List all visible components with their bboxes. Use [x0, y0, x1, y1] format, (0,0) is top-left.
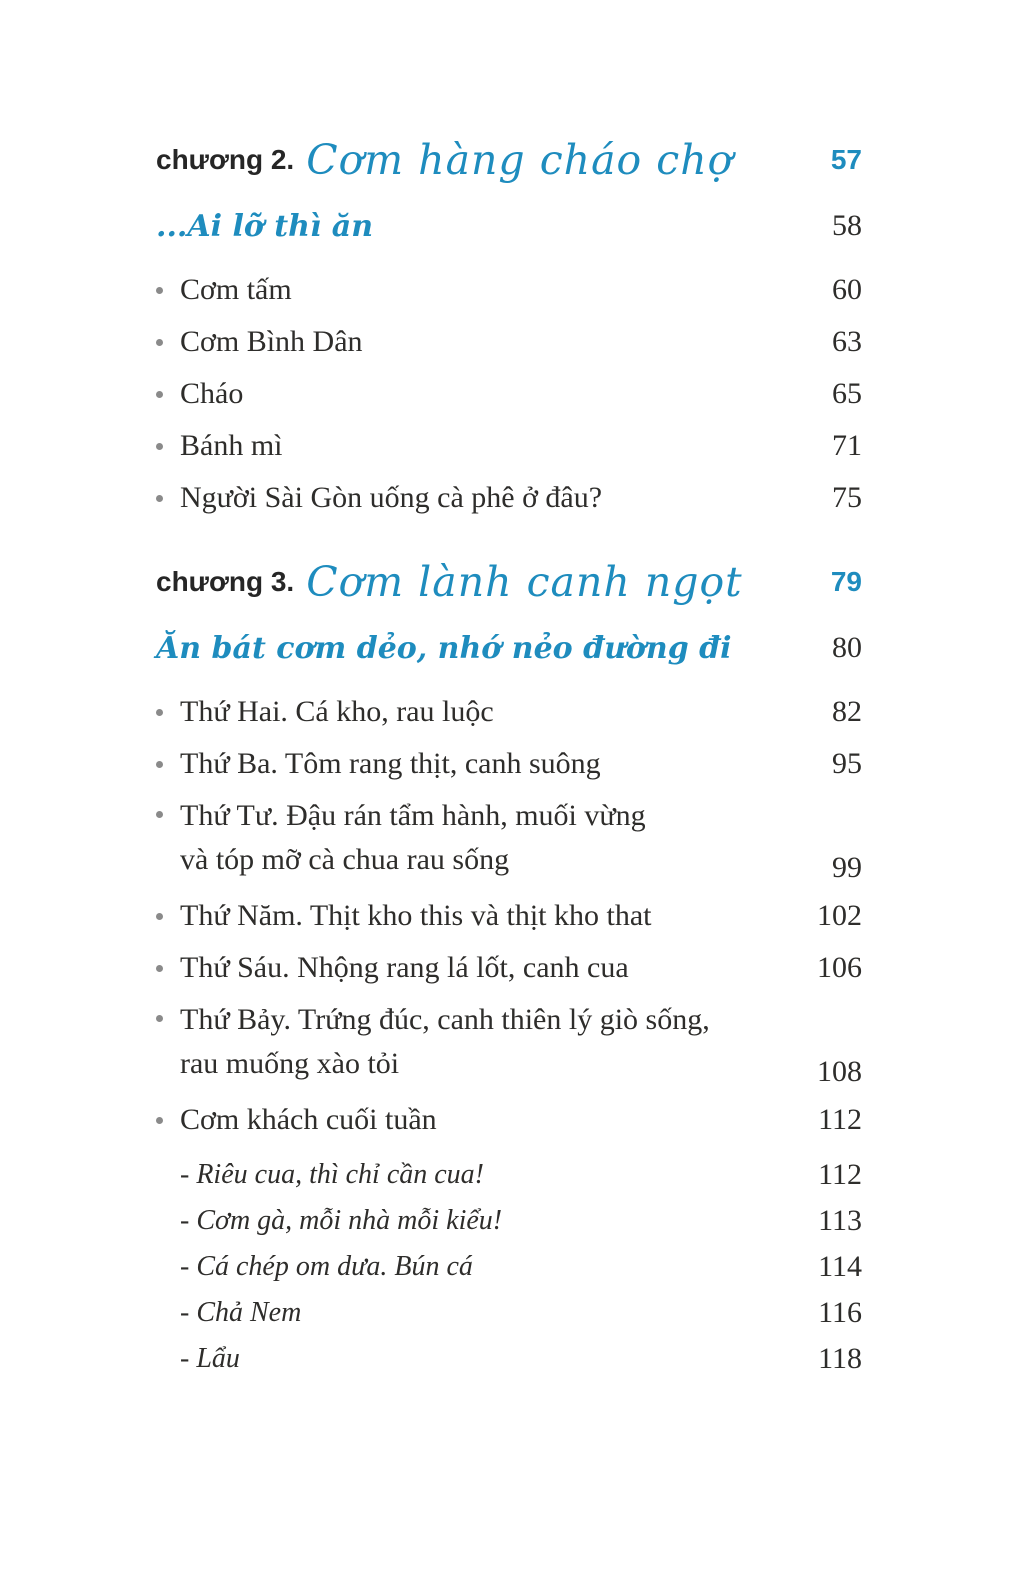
- toc-entry: [156, 942, 862, 994]
- toc-entry-title: Cơm Bình Dân: [180, 325, 363, 358]
- toc-entry-line1: Thứ Bảy. Trứng đúc, canh thiên lý giò sống,: [180, 1003, 710, 1036]
- toc-subentry: [156, 1244, 862, 1290]
- toc-entry-page-number: 75: [832, 481, 862, 514]
- toc-subentry: [156, 1198, 862, 1244]
- toc-entry-title: Thứ Hai. Cá kho, rau luộc: [180, 695, 494, 728]
- toc-subentry-title: - Chả Nem: [180, 1297, 302, 1328]
- toc-subentry: [156, 1152, 862, 1198]
- bullet-icon: [156, 339, 163, 346]
- toc-entry-page-number: 71: [832, 429, 862, 462]
- chapter-3-subtitle-page-number: 80: [832, 631, 862, 664]
- toc-entry: [156, 890, 862, 942]
- toc-entry-title: Thứ Năm. Thịt kho this và thịt kho that: [180, 899, 652, 932]
- toc-entry-page-number: 63: [832, 325, 862, 358]
- bullet-icon: [156, 495, 163, 502]
- chapter-3-title: Cơm lành canh ngọt: [306, 558, 743, 606]
- toc-entry-title: Cơm tấm: [180, 273, 292, 306]
- toc-entry-page-number: 108: [817, 1055, 862, 1088]
- toc-entry: [156, 686, 862, 738]
- toc-entry: [156, 1094, 862, 1146]
- bullet-icon: [156, 287, 163, 294]
- chapter-2-title: Cơm hàng cháo chợ: [306, 136, 734, 184]
- toc-entry-page-number: 82: [832, 695, 862, 728]
- toc-subentry-title: - Riêu cua, thì chỉ cần cua!: [180, 1159, 485, 1190]
- toc-subentry: [156, 1290, 862, 1336]
- bullet-icon: [156, 391, 163, 398]
- toc-entry: [156, 738, 862, 790]
- chapter-3-subtitle-row: [156, 628, 862, 668]
- toc-entry: [156, 368, 862, 420]
- bullet-icon: [156, 965, 163, 972]
- toc-subentry-page-number: 116: [818, 1296, 862, 1329]
- toc-subentry-page-number: 113: [818, 1204, 862, 1237]
- bullet-icon: [156, 709, 163, 716]
- toc-entry: [156, 420, 862, 472]
- toc-subentries: [156, 1152, 862, 1382]
- toc-entry-title: Cháo: [180, 377, 244, 410]
- bullet-icon: [156, 443, 163, 450]
- toc-entry-title: Thứ Sáu. Nhộng rang lá lốt, canh cua: [180, 951, 629, 984]
- toc-entry-line1: Thứ Tư. Đậu rán tẩm hành, muối vừng: [180, 799, 646, 832]
- toc-subentry-page-number: 118: [818, 1342, 862, 1375]
- toc-entry-page-number: 60: [832, 273, 862, 306]
- toc-entry-page-number: 112: [818, 1103, 862, 1136]
- toc-subentry-page-number: 114: [818, 1250, 862, 1283]
- toc-entry-page-number: 95: [832, 747, 862, 780]
- toc-entry: [156, 790, 862, 890]
- toc-entry-title: Thứ Ba. Tôm rang thịt, canh suông: [180, 747, 601, 780]
- toc-entry-page-number: 106: [817, 951, 862, 984]
- section-gap: [156, 524, 862, 550]
- chapter-3-page-number: 79: [830, 566, 862, 597]
- toc-entry-line2: và tóp mỡ cà chua rau sống: [180, 843, 510, 876]
- toc-subentry-page-number: 112: [818, 1158, 862, 1191]
- chapter-2-page-number: 57: [830, 144, 862, 175]
- bullet-icon: [156, 1117, 163, 1124]
- toc-entry-page-number: 99: [832, 851, 862, 884]
- chapter-2-subtitle: ...Ai lỡ thì ăn: [156, 208, 374, 244]
- toc-entry: [156, 472, 862, 524]
- toc-entry-page-number: 65: [832, 377, 862, 410]
- toc-subentry-title: - Cá chép om dưa. Bún cá: [180, 1251, 473, 1282]
- chapter-2-subtitle-row: [156, 206, 862, 246]
- toc-entry: [156, 264, 862, 316]
- toc-entry-title: Cơm khách cuối tuần: [180, 1103, 437, 1136]
- chapter-3-subtitle: Ăn bát cơm dẻo, nhớ nẻo đường đi: [156, 630, 732, 666]
- toc-subentry: [156, 1336, 862, 1382]
- toc-entry-title: [180, 794, 646, 882]
- toc-entry-line2: rau muống xào tỏi: [180, 1047, 400, 1080]
- bullet-icon: [156, 761, 163, 768]
- chapter-3-heading: [156, 550, 862, 614]
- toc-entry: [156, 994, 862, 1094]
- toc-entry-title: [180, 998, 710, 1086]
- toc-entry-title: Bánh mì: [180, 429, 283, 462]
- chapter-3-label: chương 3.: [156, 566, 295, 597]
- toc-entry-title: Người Sài Gòn uống cà phê ở đâu?: [180, 481, 603, 514]
- chapter-2-heading: [156, 128, 862, 192]
- toc-entry: [156, 316, 862, 368]
- chapter-2-subtitle-page-number: 58: [832, 209, 862, 242]
- bullet-icon: [156, 913, 163, 920]
- chapter-2-label: chương 2.: [156, 144, 295, 175]
- toc-entry-page-number: 102: [817, 899, 862, 932]
- bullet-icon: [156, 811, 163, 818]
- toc-subentry-title: - Cơm gà, mỗi nhà mỗi kiểu!: [180, 1205, 503, 1236]
- table-of-contents: [156, 128, 862, 1382]
- bullet-icon: [156, 1015, 163, 1022]
- toc-subentry-title: - Lẩu: [180, 1343, 240, 1374]
